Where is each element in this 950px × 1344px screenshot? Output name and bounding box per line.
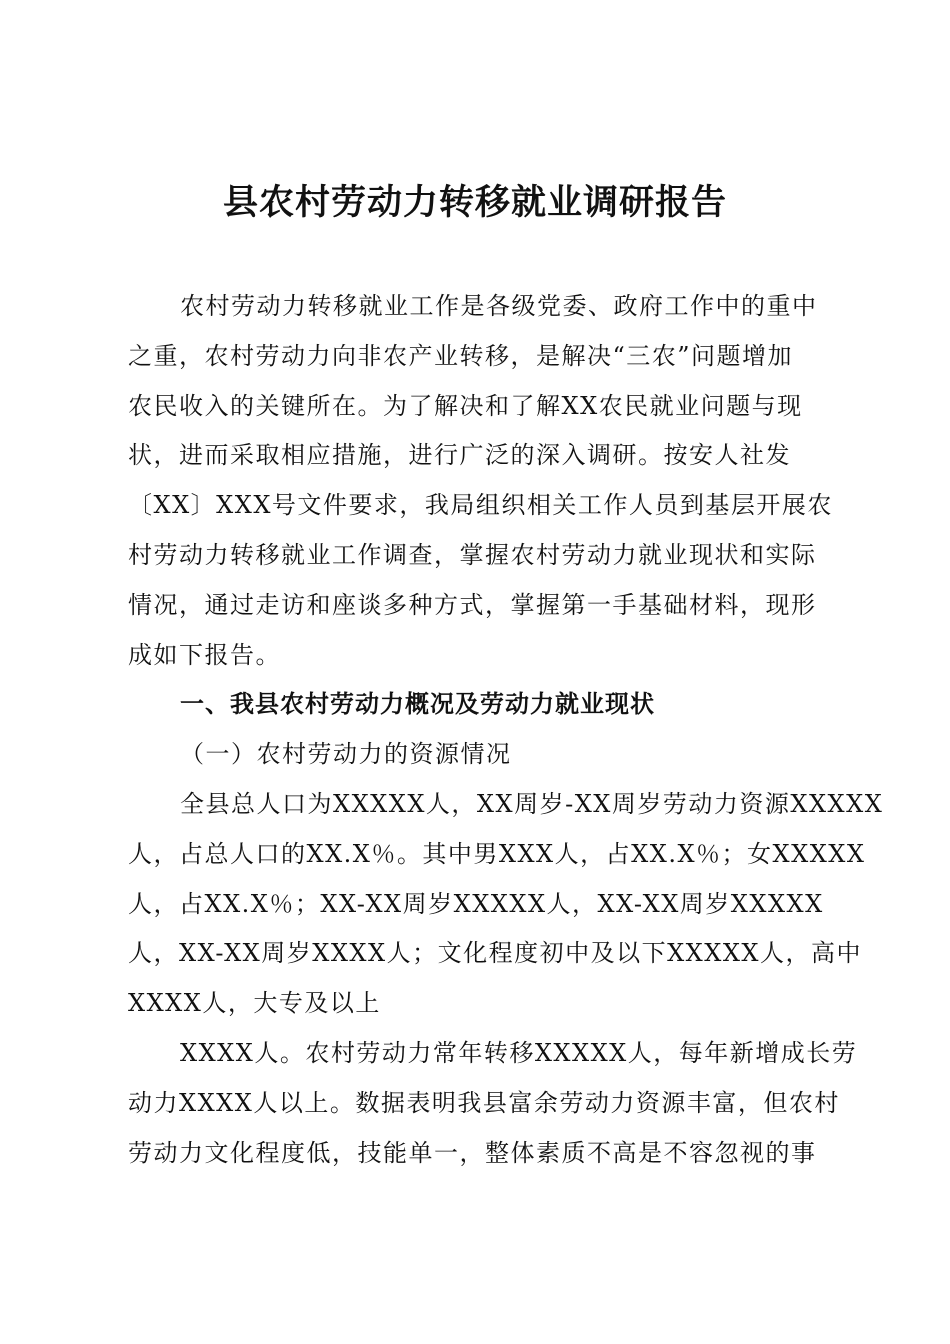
text-line (0, 381, 950, 431)
line-text: 农村劳动力转移就业工作是各级党委、政府工作中的重中 (180, 292, 818, 320)
line-text: 全县总人口为XXXXX人，XX周岁-XX周岁劳动力资源XXXXX (180, 790, 884, 818)
line-text: 状，进而采取相应措施，进行广泛的深入调研。按安人社发 (128, 441, 791, 469)
line-text: 成如下报告。 (128, 641, 281, 669)
text-line (0, 580, 950, 630)
subsection-heading (0, 729, 950, 779)
line-text: 动力XXXX人以上。数据表明我县富余劳动力资源丰富，但农村 (128, 1089, 840, 1117)
text-line (0, 829, 950, 879)
text-line (0, 331, 950, 381)
text-line (0, 928, 950, 978)
line-text: XXXX人，大专及以上 (128, 989, 381, 1017)
line-text: 之重，农村劳动力向非农产业转移，是解决“三农”问题增加 (128, 342, 794, 370)
line-text: 人，占总人口的XX.X％。其中男XXX人，占XX.X％；女XXXXX (128, 840, 866, 868)
text-line (0, 1078, 950, 1128)
line-text: 情况，通过走访和座谈多种方式，掌握第一手基础材料，现形 (128, 591, 817, 619)
heading-text: 一、我县农村劳动力概况及劳动力就业现状 (180, 690, 655, 718)
text-line (0, 530, 950, 580)
document-title: 县农村劳动力转移就业调研报告 (222, 182, 727, 223)
line-text: 〔XX〕XXX号文件要求，我局组织相关工作人员到基层开展农 (128, 491, 833, 519)
text-line (0, 281, 950, 331)
text-line (0, 1128, 950, 1178)
line-text: 劳动力文化程度低，技能单一，整体素质不高是不容忽视的事 (128, 1139, 817, 1167)
text-line (0, 630, 950, 680)
section-heading (0, 679, 950, 729)
line-text: 村劳动力转移就业工作调查，掌握农村劳动力就业现状和实际 (128, 541, 817, 569)
text-line (0, 1028, 950, 1078)
subheading-text: （一）农村劳动力的资源情况 (180, 740, 512, 768)
text-line (0, 430, 950, 480)
text-line (0, 879, 950, 929)
line-text: 人，占XX.X％；XX-XX周岁XXXXX人，XX-XX周岁XXXXX (128, 890, 824, 918)
line-text: XXXX人。农村劳动力常年转移XXXXX人，每年新增成长劳 (180, 1039, 858, 1067)
text-line (0, 480, 950, 530)
line-text: 人，XX-XX周岁XXXX人；文化程度初中及以下XXXXX人，高中 (128, 939, 863, 967)
line-text: 农民收入的关键所在。为了解决和了解XX农民就业问题与现 (128, 392, 803, 420)
text-line (0, 978, 950, 1028)
text-line (0, 779, 950, 829)
